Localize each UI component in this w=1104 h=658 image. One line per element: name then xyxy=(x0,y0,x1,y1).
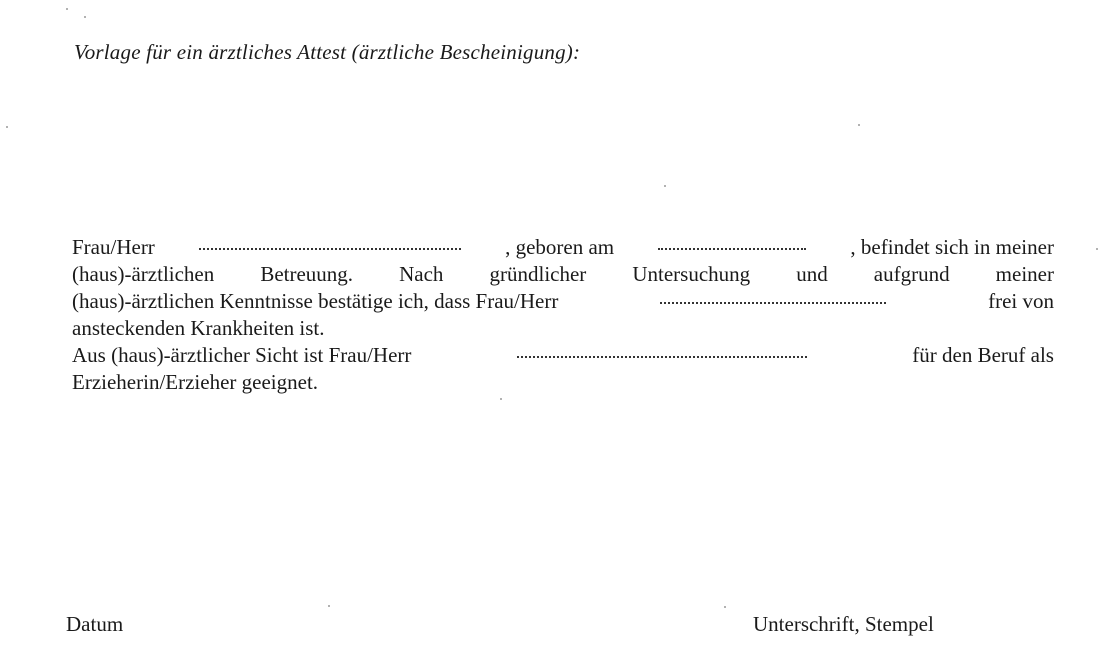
text-beruf: für den Beruf als xyxy=(912,343,1054,367)
name-blank-line-3 xyxy=(517,356,807,358)
text-line-4: ansteckenden Krankheiten ist. xyxy=(72,316,325,340)
birthdate-blank-line xyxy=(658,248,806,250)
name-blank-line xyxy=(199,248,461,250)
attest-paragraph xyxy=(72,234,1054,396)
paragraph-line-6 xyxy=(72,369,1054,396)
text-line-6: Erzieherin/Erzieher geeignet. xyxy=(72,370,319,394)
name-blank-line-2 xyxy=(660,302,886,304)
label-geboren-am: , geboren am xyxy=(505,235,615,259)
text-frei-von: frei von xyxy=(988,289,1054,313)
scan-speck xyxy=(1096,248,1098,250)
scan-speck xyxy=(664,185,666,187)
text-befindet: , befindet sich in meiner xyxy=(850,235,1054,259)
paragraph-line-3 xyxy=(72,288,1054,315)
text-line-5: Aus (haus)-ärztlicher Sicht ist Frau/Herr xyxy=(72,343,412,367)
scan-speck xyxy=(500,398,502,400)
text-line-2: (haus)-ärztlichen Betreuung. Nach gründlicher Untersuchung und aufgrund meiner xyxy=(72,262,1054,286)
scan-speck xyxy=(858,124,860,126)
signature-label: Unterschrift, Stempel xyxy=(753,612,934,636)
paragraph-line-4 xyxy=(72,315,1054,342)
label-frau-herr: Frau/Herr xyxy=(72,235,155,259)
scan-speck xyxy=(724,606,726,608)
scan-speck xyxy=(84,16,86,18)
text-line-3: (haus)-ärztlichen Kenntnisse bestätige ich, dass Frau/Herr xyxy=(72,289,559,313)
document-title: Vorlage für ein ärztliches Attest (ärztliche Bescheinigung): xyxy=(74,40,581,64)
scan-speck xyxy=(328,605,330,607)
paragraph-line-2 xyxy=(72,261,1054,288)
paragraph-line-1 xyxy=(72,234,1054,261)
paragraph-line-5 xyxy=(72,342,1054,369)
scan-speck xyxy=(6,126,8,128)
date-label: Datum xyxy=(66,612,124,636)
scan-speck xyxy=(66,8,68,10)
